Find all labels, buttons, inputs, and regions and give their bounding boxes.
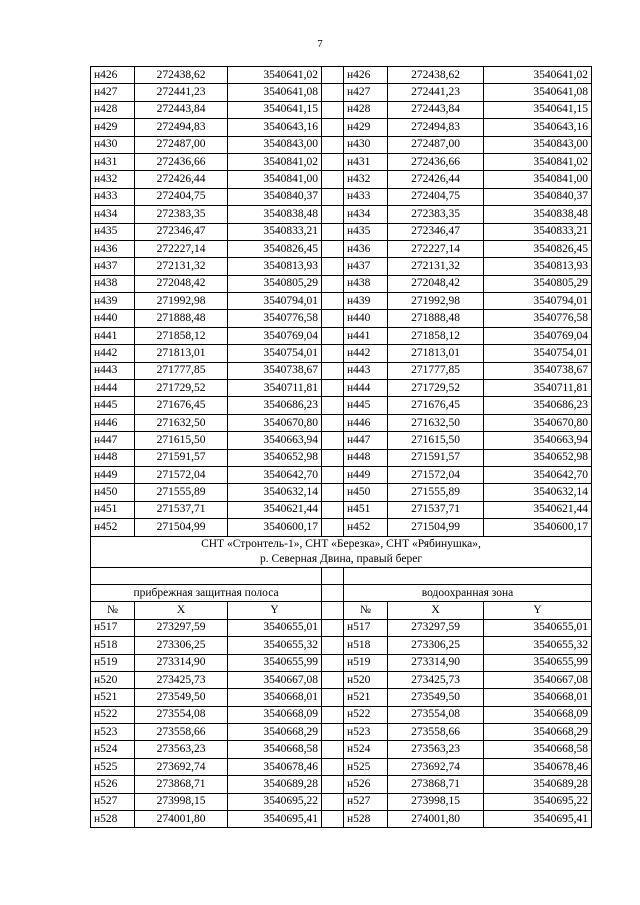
- left-y-cell: 3540655,32: [228, 637, 322, 654]
- table-row: [91, 275, 592, 292]
- right-y-cell: 3540670,80: [484, 414, 592, 431]
- table-row: [91, 671, 592, 688]
- table-row: [91, 724, 592, 741]
- right-point-cell: н448: [344, 449, 388, 466]
- left-x-cell: 271813,01: [135, 345, 228, 362]
- right-x-cell: 271777,85: [388, 362, 484, 379]
- right-col-y: Y: [484, 602, 592, 619]
- left-point-cell: н524: [91, 741, 135, 758]
- left-x-cell: 271504,99: [135, 519, 228, 536]
- right-point-cell: н528: [344, 811, 388, 828]
- table-row: [91, 188, 592, 205]
- page-number: 7: [317, 38, 323, 50]
- left-x-cell: 273425,73: [135, 671, 228, 688]
- table-row: [91, 153, 592, 170]
- left-x-cell: 273868,71: [135, 776, 228, 793]
- left-x-cell: 272404,75: [135, 188, 228, 205]
- table-row: [91, 67, 592, 84]
- right-point-cell: н432: [344, 171, 388, 188]
- left-point-cell: н446: [91, 414, 135, 431]
- right-y-cell: 3540655,32: [484, 637, 592, 654]
- left-x-cell: 273998,15: [135, 793, 228, 810]
- right-point-cell: н444: [344, 380, 388, 397]
- left-x-cell: 271858,12: [135, 327, 228, 344]
- left-point-cell: н431: [91, 153, 135, 170]
- right-point-cell: н524: [344, 741, 388, 758]
- left-y-cell: 3540794,01: [228, 293, 322, 310]
- left-x-cell: 274001,80: [135, 811, 228, 828]
- left-point-cell: н441: [91, 327, 135, 344]
- lower-rows: [91, 619, 592, 828]
- right-point-cell: н426: [344, 67, 388, 84]
- left-point-cell: н518: [91, 637, 135, 654]
- left-y-cell: 3540813,93: [228, 258, 322, 275]
- left-y-cell: 3540641,02: [228, 67, 322, 84]
- left-y-cell: 3540695,22: [228, 793, 322, 810]
- right-point-cell: н442: [344, 345, 388, 362]
- right-point-cell: н438: [344, 275, 388, 292]
- table-row: [91, 136, 592, 153]
- table-row: [91, 689, 592, 706]
- right-y-cell: 3540632,14: [484, 484, 592, 501]
- right-y-cell: 3540667,08: [484, 671, 592, 688]
- left-zone-label: прибрежная защитная полоса: [91, 584, 322, 601]
- left-x-cell: 272131,32: [135, 258, 228, 275]
- right-point-cell: н447: [344, 432, 388, 449]
- right-x-cell: 273425,73: [388, 671, 484, 688]
- right-point-cell: н450: [344, 484, 388, 501]
- left-y-cell: 3540668,01: [228, 689, 322, 706]
- right-x-cell: 274001,80: [388, 811, 484, 828]
- right-x-cell: 271676,45: [388, 397, 484, 414]
- left-point-cell: н527: [91, 793, 135, 810]
- right-y-cell: 3540843,00: [484, 136, 592, 153]
- right-y-cell: 3540652,98: [484, 449, 592, 466]
- table-row: [91, 362, 592, 379]
- right-point-cell: н443: [344, 362, 388, 379]
- right-point-cell: н433: [344, 188, 388, 205]
- left-x-cell: 271777,85: [135, 362, 228, 379]
- left-point-cell: н426: [91, 67, 135, 84]
- right-x-cell: 272346,47: [388, 223, 484, 240]
- table-row: [91, 414, 592, 431]
- right-y-cell: 3540695,22: [484, 793, 592, 810]
- left-x-cell: 272048,42: [135, 275, 228, 292]
- right-x-cell: 272426,44: [388, 171, 484, 188]
- left-point-cell: н442: [91, 345, 135, 362]
- left-x-cell: 271572,04: [135, 466, 228, 483]
- table-row: [91, 501, 592, 518]
- left-point-cell: н438: [91, 275, 135, 292]
- right-point-cell: н429: [344, 119, 388, 136]
- left-col-x: X: [135, 602, 228, 619]
- right-x-cell: 271504,99: [388, 519, 484, 536]
- left-point-cell: н434: [91, 206, 135, 223]
- left-y-cell: 3540843,00: [228, 136, 322, 153]
- left-point-cell: н437: [91, 258, 135, 275]
- left-y-cell: 3540663,94: [228, 432, 322, 449]
- table-row: [91, 101, 592, 118]
- table-row: [91, 637, 592, 654]
- left-y-cell: 3540833,21: [228, 223, 322, 240]
- left-y-cell: 3540642,70: [228, 466, 322, 483]
- left-y-cell: 3540689,28: [228, 776, 322, 793]
- right-x-cell: 273692,74: [388, 758, 484, 775]
- left-x-cell: 273554,08: [135, 706, 228, 723]
- left-point-cell: н435: [91, 223, 135, 240]
- right-y-cell: 3540668,09: [484, 706, 592, 723]
- right-point-cell: н517: [344, 619, 388, 636]
- right-y-cell: 3540686,23: [484, 397, 592, 414]
- right-y-cell: 3540840,37: [484, 188, 592, 205]
- right-x-cell: 273314,90: [388, 654, 484, 671]
- right-col-num: №: [344, 602, 388, 619]
- right-y-cell: 3540738,67: [484, 362, 592, 379]
- left-point-cell: н436: [91, 240, 135, 257]
- right-x-cell: 271537,71: [388, 501, 484, 518]
- left-point-cell: н523: [91, 724, 135, 741]
- left-x-cell: 273314,90: [135, 654, 228, 671]
- table-row: [91, 293, 592, 310]
- left-point-cell: н447: [91, 432, 135, 449]
- left-point-cell: н429: [91, 119, 135, 136]
- left-point-cell: н519: [91, 654, 135, 671]
- left-y-cell: 3540738,67: [228, 362, 322, 379]
- table-row: [91, 206, 592, 223]
- left-x-cell: 271615,50: [135, 432, 228, 449]
- right-x-cell: 273306,25: [388, 637, 484, 654]
- left-y-cell: 3540670,80: [228, 414, 322, 431]
- right-x-cell: 271591,57: [388, 449, 484, 466]
- right-y-cell: 3540643,16: [484, 119, 592, 136]
- right-x-cell: 271729,52: [388, 380, 484, 397]
- left-point-cell: н428: [91, 101, 135, 118]
- right-y-cell: 3540642,70: [484, 466, 592, 483]
- right-x-cell: 271572,04: [388, 466, 484, 483]
- left-y-cell: 3540769,04: [228, 327, 322, 344]
- right-point-cell: н446: [344, 414, 388, 431]
- right-point-cell: н430: [344, 136, 388, 153]
- left-x-cell: 272438,62: [135, 67, 228, 84]
- left-x-cell: 271992,98: [135, 293, 228, 310]
- right-y-cell: 3540794,01: [484, 293, 592, 310]
- left-y-cell: 3540655,01: [228, 619, 322, 636]
- left-x-cell: 271537,71: [135, 501, 228, 518]
- left-y-cell: 3540695,41: [228, 811, 322, 828]
- left-point-cell: н450: [91, 484, 135, 501]
- right-point-cell: н449: [344, 466, 388, 483]
- left-x-cell: 272346,47: [135, 223, 228, 240]
- right-x-cell: 272131,32: [388, 258, 484, 275]
- right-y-cell: 3540754,01: [484, 345, 592, 362]
- right-x-cell: 271632,50: [388, 414, 484, 431]
- right-x-cell: 272227,14: [388, 240, 484, 257]
- right-y-cell: 3540655,99: [484, 654, 592, 671]
- right-point-cell: н436: [344, 240, 388, 257]
- right-y-cell: 3540769,04: [484, 327, 592, 344]
- table-row: [91, 484, 592, 501]
- table-row: [91, 258, 592, 275]
- right-y-cell: 3540711,81: [484, 380, 592, 397]
- right-y-cell: 3540641,08: [484, 84, 592, 101]
- left-x-cell: 271555,89: [135, 484, 228, 501]
- table-row: [91, 84, 592, 101]
- left-x-cell: 272227,14: [135, 240, 228, 257]
- left-y-cell: 3540655,99: [228, 654, 322, 671]
- left-y-cell: 3540841,00: [228, 171, 322, 188]
- left-point-cell: н451: [91, 501, 135, 518]
- left-point-cell: н444: [91, 380, 135, 397]
- left-x-cell: 272443,84: [135, 101, 228, 118]
- left-y-cell: 3540686,23: [228, 397, 322, 414]
- upper-rows: [91, 67, 592, 537]
- left-x-cell: 273692,74: [135, 758, 228, 775]
- table-row: [91, 397, 592, 414]
- right-x-cell: 272404,75: [388, 188, 484, 205]
- left-y-cell: 3540667,08: [228, 671, 322, 688]
- right-y-cell: 3540668,58: [484, 741, 592, 758]
- right-point-cell: н518: [344, 637, 388, 654]
- right-x-cell: 271555,89: [388, 484, 484, 501]
- section-title-line2: р. Северная Двина, правый берег: [259, 552, 423, 565]
- table-row: [91, 811, 592, 828]
- right-point-cell: н521: [344, 689, 388, 706]
- right-x-cell: 272443,84: [388, 101, 484, 118]
- left-y-cell: 3540805,29: [228, 275, 322, 292]
- table-row: [91, 380, 592, 397]
- left-point-cell: н433: [91, 188, 135, 205]
- right-x-cell: 273297,59: [388, 619, 484, 636]
- right-point-cell: н452: [344, 519, 388, 536]
- right-x-cell: 273554,08: [388, 706, 484, 723]
- right-y-cell: 3540600,17: [484, 519, 592, 536]
- section-title: [91, 536, 592, 567]
- right-y-cell: 3540663,94: [484, 432, 592, 449]
- left-y-cell: 3540668,58: [228, 741, 322, 758]
- right-x-cell: 273998,15: [388, 793, 484, 810]
- table-row: [91, 345, 592, 362]
- left-x-cell: 273558,66: [135, 724, 228, 741]
- right-y-cell: 3540805,29: [484, 275, 592, 292]
- table-row: [91, 793, 592, 810]
- left-y-cell: 3540840,37: [228, 188, 322, 205]
- left-point-cell: н526: [91, 776, 135, 793]
- right-x-cell: 272438,62: [388, 67, 484, 84]
- right-y-cell: 3540776,58: [484, 310, 592, 327]
- right-x-cell: 273868,71: [388, 776, 484, 793]
- left-y-cell: 3540776,58: [228, 310, 322, 327]
- left-point-cell: н440: [91, 310, 135, 327]
- table-row: [91, 776, 592, 793]
- table-row: [91, 654, 592, 671]
- left-y-cell: 3540668,09: [228, 706, 322, 723]
- table-row: [91, 619, 592, 636]
- left-x-cell: 272383,35: [135, 206, 228, 223]
- right-point-cell: н431: [344, 153, 388, 170]
- coordinates-table: [90, 66, 592, 828]
- left-y-cell: 3540632,14: [228, 484, 322, 501]
- right-point-cell: н435: [344, 223, 388, 240]
- right-point-cell: н451: [344, 501, 388, 518]
- left-point-cell: н528: [91, 811, 135, 828]
- right-x-cell: 272494,83: [388, 119, 484, 136]
- right-y-cell: 3540689,28: [484, 776, 592, 793]
- left-y-cell: 3540652,98: [228, 449, 322, 466]
- table-row: [91, 758, 592, 775]
- right-y-cell: 3540641,15: [484, 101, 592, 118]
- right-x-cell: 271858,12: [388, 327, 484, 344]
- right-y-cell: 3540695,41: [484, 811, 592, 828]
- left-y-cell: 3540600,17: [228, 519, 322, 536]
- right-point-cell: н522: [344, 706, 388, 723]
- section-title-line1: СНТ «Стронтель-1», СНТ «Березка», СНТ «Рябинушка»,: [201, 537, 481, 550]
- left-y-cell: 3540826,45: [228, 240, 322, 257]
- right-point-cell: н428: [344, 101, 388, 118]
- right-y-cell: 3540838,48: [484, 206, 592, 223]
- right-x-cell: 271813,01: [388, 345, 484, 362]
- right-x-cell: 272441,23: [388, 84, 484, 101]
- right-x-cell: 271992,98: [388, 293, 484, 310]
- left-point-cell: н449: [91, 466, 135, 483]
- left-col-y: Y: [228, 602, 322, 619]
- right-point-cell: н437: [344, 258, 388, 275]
- left-point-cell: н443: [91, 362, 135, 379]
- left-x-cell: 273563,23: [135, 741, 228, 758]
- left-y-cell: 3540641,15: [228, 101, 322, 118]
- table-row: [91, 432, 592, 449]
- right-x-cell: 273563,23: [388, 741, 484, 758]
- right-y-cell: 3540678,46: [484, 758, 592, 775]
- left-y-cell: 3540643,16: [228, 119, 322, 136]
- right-y-cell: 3540813,93: [484, 258, 592, 275]
- table-row: [91, 519, 592, 536]
- left-x-cell: 271888,48: [135, 310, 228, 327]
- left-x-cell: 271591,57: [135, 449, 228, 466]
- right-y-cell: 3540668,01: [484, 689, 592, 706]
- right-y-cell: 3540833,21: [484, 223, 592, 240]
- left-point-cell: н432: [91, 171, 135, 188]
- left-y-cell: 3540678,46: [228, 758, 322, 775]
- right-point-cell: н520: [344, 671, 388, 688]
- right-point-cell: н519: [344, 654, 388, 671]
- right-point-cell: н527: [344, 793, 388, 810]
- left-y-cell: 3540711,81: [228, 380, 322, 397]
- table-row: [91, 466, 592, 483]
- left-x-cell: 271632,50: [135, 414, 228, 431]
- section-header: [91, 536, 592, 619]
- left-point-cell: н430: [91, 136, 135, 153]
- left-y-cell: 3540621,44: [228, 501, 322, 518]
- right-x-cell: 273549,50: [388, 689, 484, 706]
- right-y-cell: 3540841,02: [484, 153, 592, 170]
- left-point-cell: н525: [91, 758, 135, 775]
- right-y-cell: 3540621,44: [484, 501, 592, 518]
- right-point-cell: н445: [344, 397, 388, 414]
- table-row: [91, 327, 592, 344]
- left-y-cell: 3540841,02: [228, 153, 322, 170]
- table-row: [91, 706, 592, 723]
- table-row: [91, 240, 592, 257]
- left-x-cell: 271729,52: [135, 380, 228, 397]
- left-x-cell: 272494,83: [135, 119, 228, 136]
- left-point-cell: н521: [91, 689, 135, 706]
- right-point-cell: н526: [344, 776, 388, 793]
- left-y-cell: 3540641,08: [228, 84, 322, 101]
- right-zone-label: водоохранная зона: [344, 584, 592, 601]
- right-y-cell: 3540641,02: [484, 67, 592, 84]
- right-x-cell: 272048,42: [388, 275, 484, 292]
- left-point-cell: н520: [91, 671, 135, 688]
- table-row: [91, 741, 592, 758]
- left-x-cell: 272436,66: [135, 153, 228, 170]
- table-row: [91, 171, 592, 188]
- left-x-cell: 272441,23: [135, 84, 228, 101]
- left-x-cell: 273306,25: [135, 637, 228, 654]
- left-y-cell: 3540838,48: [228, 206, 322, 223]
- table-row: [91, 223, 592, 240]
- left-y-cell: 3540754,01: [228, 345, 322, 362]
- right-point-cell: н434: [344, 206, 388, 223]
- right-x-cell: 271888,48: [388, 310, 484, 327]
- left-y-cell: 3540668,29: [228, 724, 322, 741]
- left-point-cell: н427: [91, 84, 135, 101]
- left-point-cell: н522: [91, 706, 135, 723]
- right-x-cell: 272436,66: [388, 153, 484, 170]
- right-x-cell: 272487,00: [388, 136, 484, 153]
- left-x-cell: 271676,45: [135, 397, 228, 414]
- table-row: [91, 119, 592, 136]
- left-point-cell: н452: [91, 519, 135, 536]
- table-row: [91, 449, 592, 466]
- right-point-cell: н439: [344, 293, 388, 310]
- right-point-cell: н441: [344, 327, 388, 344]
- right-y-cell: 3540841,00: [484, 171, 592, 188]
- left-x-cell: 272487,00: [135, 136, 228, 153]
- right-point-cell: н523: [344, 724, 388, 741]
- right-point-cell: н525: [344, 758, 388, 775]
- left-point-cell: н448: [91, 449, 135, 466]
- right-y-cell: 3540826,45: [484, 240, 592, 257]
- right-x-cell: 272383,35: [388, 206, 484, 223]
- right-x-cell: 273558,66: [388, 724, 484, 741]
- left-point-cell: н439: [91, 293, 135, 310]
- right-point-cell: н427: [344, 84, 388, 101]
- right-col-x: X: [388, 602, 484, 619]
- left-col-num: №: [91, 602, 135, 619]
- right-x-cell: 271615,50: [388, 432, 484, 449]
- right-y-cell: 3540655,01: [484, 619, 592, 636]
- left-x-cell: 272426,44: [135, 171, 228, 188]
- right-point-cell: н440: [344, 310, 388, 327]
- left-x-cell: 273297,59: [135, 619, 228, 636]
- left-point-cell: н445: [91, 397, 135, 414]
- left-point-cell: н517: [91, 619, 135, 636]
- left-x-cell: 273549,50: [135, 689, 228, 706]
- table-row: [91, 310, 592, 327]
- right-y-cell: 3540668,29: [484, 724, 592, 741]
